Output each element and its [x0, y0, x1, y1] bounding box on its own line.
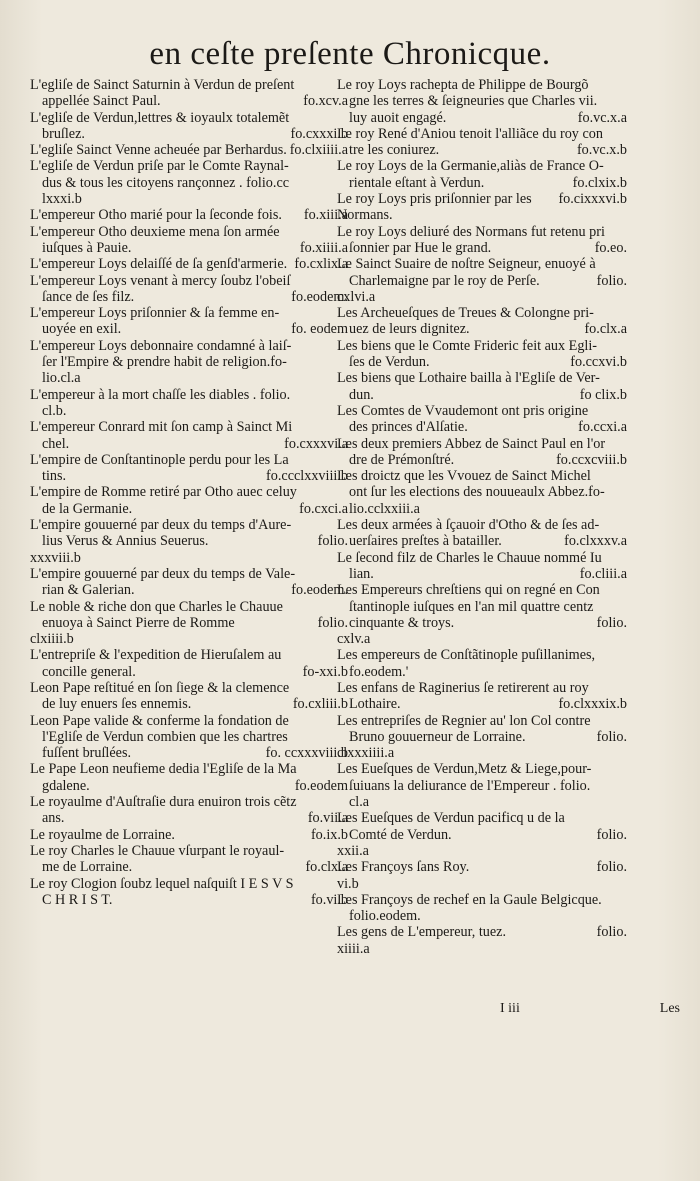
- entry-text: bruſlez.: [42, 125, 85, 142]
- entry-text: cxlv.a: [337, 631, 371, 648]
- entry-text: appellée Sainct Paul.: [42, 93, 161, 110]
- entry-text: ſance de ſes filz.: [42, 288, 135, 305]
- folio-reference: fo.clxxxv.a: [564, 533, 627, 550]
- entry-text: dre de Prémonſtré.: [349, 451, 455, 468]
- entry-text: Les Empereurs chreſtiens qui on regné en Con: [337, 582, 600, 599]
- entry-text: L'entrepriſe & l'expedition de Hieruſalem au: [30, 647, 282, 664]
- entry-text: me de Lorraine.: [42, 859, 133, 876]
- folio-reference: folio.: [596, 924, 627, 941]
- folio-reference: fo.ccclxxviii.b: [266, 468, 348, 485]
- entry-text: cl.a: [349, 794, 370, 811]
- entry-text: lian.: [349, 565, 374, 582]
- entry-text: Le Sainct Suaire de noſtre Seigneur, enuoyé à: [337, 256, 596, 273]
- entry-text: uoyée en exil.: [42, 321, 122, 338]
- index-entry: [30, 452, 348, 485]
- entry-text: Les Eueſques de Verdun,Metz & Liege,pour-: [337, 761, 592, 778]
- entry-text: Le royaulme de Lorraine.: [30, 826, 175, 843]
- index-entry: [30, 224, 348, 257]
- index-entry: [337, 77, 627, 126]
- folio-reference: fo.cxxxi.b: [290, 125, 348, 142]
- index-entry: [337, 924, 627, 940]
- entry-text: L'empire gouuerné par deux du temps d'Aure-: [30, 517, 292, 534]
- index-entry: [30, 256, 348, 272]
- entry-text: gdalene.: [42, 777, 90, 794]
- index-entry: [30, 517, 348, 550]
- entry-text: lxxxi.b: [42, 191, 82, 208]
- index-entry: [30, 142, 348, 158]
- folio-reference: fo.cxlix.a: [294, 256, 348, 273]
- entry-text: L'empereur Otho deuxieme mena ſon armée: [30, 223, 280, 240]
- index-entry: [337, 126, 627, 159]
- index-entry: [30, 761, 348, 794]
- signature-mark: I iii: [500, 1001, 520, 1016]
- entry-text: chel.: [42, 435, 70, 452]
- entry-text: L'empire de Romme retiré par Otho auec celuy: [30, 484, 297, 501]
- index-entry: [337, 761, 627, 810]
- index-entry: [337, 876, 627, 892]
- folio-reference: folio.: [596, 859, 627, 876]
- entry-text: xxxviii.b: [30, 549, 81, 566]
- index-entry: [30, 713, 348, 762]
- entry-text: rientale eſtant à Verdun.: [349, 174, 485, 191]
- index-entry: [30, 77, 348, 110]
- entry-text: L'empereur Loys delaiſſé de ſa genſd'armerie.: [30, 256, 288, 273]
- folio-reference: fo.xiiii.a: [299, 239, 348, 256]
- index-entry: [337, 680, 627, 713]
- folio-reference: fo.clxix.b: [572, 174, 627, 191]
- entry-text: luy auoit engagé.: [349, 109, 447, 126]
- index-entry: [337, 191, 627, 224]
- folio-reference: fo.cliii.a: [579, 565, 627, 582]
- entry-text: Le ſecond filz de Charles le Chauue nommé Iu: [337, 549, 602, 566]
- index-entry: [337, 256, 627, 289]
- index-entry: [30, 876, 348, 909]
- entry-text: Les enfans de Raginerius ſe retirerent au roy: [337, 679, 589, 696]
- index-entry: [337, 370, 627, 403]
- index-entry: [30, 843, 348, 876]
- index-entry: [30, 631, 348, 647]
- entry-text: Les gens de L'empereur, tuez.: [337, 924, 507, 941]
- index-entry: [337, 468, 627, 517]
- entry-text: Les empereurs de Conſtãtinople puſillanimes,: [337, 647, 596, 664]
- entry-text: ont ſur les elections des nouueaulx Abbez.fo-: [349, 484, 605, 501]
- entry-text: Les Archeueſques de Treues & Colongne pri-: [337, 305, 594, 322]
- entry-text: clxxxiiii.a: [337, 745, 395, 762]
- folio-reference: fo.vii.a: [307, 810, 348, 827]
- entry-text: Leon Pape reſtitué en ſon ſiege & la clemence: [30, 679, 290, 696]
- index-entry: [30, 647, 348, 680]
- folio-reference: fo.vc.x.a: [577, 109, 627, 126]
- entry-text: L'egliſe Sainct Venne acheuée par Berhardus.: [30, 142, 287, 159]
- entry-text: L'egliſe de Verdun,lettres & ioyaulx totalemẽt: [30, 109, 290, 126]
- entry-text: xxii.a: [337, 842, 369, 859]
- folio-reference: fo.clxiiii.a: [289, 142, 348, 159]
- entry-text: cl.b.: [42, 402, 67, 419]
- folio-reference: fo.cxci.a: [299, 500, 348, 517]
- folio-reference: fo.clx.a: [305, 859, 348, 876]
- entry-text: cinquante & troys.: [349, 614, 455, 631]
- folio-reference: fo.cixxxvi.b: [558, 191, 627, 208]
- index-entry: [337, 713, 627, 746]
- index-entry: [337, 647, 627, 680]
- folio-reference: folio.: [596, 728, 627, 745]
- folio-reference: fo.vc.x.b: [576, 142, 627, 159]
- entry-text: ans.: [42, 810, 65, 827]
- entry-text: L'empire de Conſtantinople perdu pour les La: [30, 451, 289, 468]
- entry-text: l'Egliſe de Verdun combien que les chartres: [42, 728, 288, 745]
- entry-text: tre les coniurez.: [349, 142, 440, 159]
- folio-reference: fo.eo.: [594, 239, 627, 256]
- entry-text: uerſaires preſtes à batailler.: [349, 533, 502, 550]
- entry-text: fo.eodem.': [349, 663, 409, 680]
- folio-reference: fo.clxxxix.b: [558, 696, 627, 713]
- entry-text: L'empereur Otho marié pour la ſeconde fois.: [30, 207, 282, 224]
- entry-text: Bruno gouuerneur de Lorraine.: [349, 728, 526, 745]
- index-entry: [337, 843, 627, 859]
- entry-text: rian & Galerian.: [42, 582, 135, 599]
- left-column: [30, 77, 348, 908]
- index-entry: [30, 158, 348, 207]
- entry-text: Les deux premiers Abbez de Sainct Paul en l'or: [337, 435, 606, 452]
- entry-text: Le roy Clogion ſoubz lequel naſquiſt I E S V S: [30, 875, 294, 892]
- entry-text: L'empereur Loys debonnaire condamné à laiſ-: [30, 337, 292, 354]
- entry-text: des princes d'Alſatie.: [349, 419, 468, 436]
- index-entry: [337, 810, 627, 843]
- folio-reference: fo.ix.b: [310, 826, 348, 843]
- index-entry: [337, 403, 627, 436]
- entry-text: folio.eodem.: [349, 908, 421, 925]
- folio-reference: fo.cxliii.b: [292, 696, 348, 713]
- entry-text: Les Françoys de rechef en la Gaule Belgicque.: [337, 891, 602, 908]
- entry-text: dun.: [349, 386, 374, 403]
- index-entry: [337, 582, 627, 631]
- entry-text: iuſques à Pauie.: [42, 239, 132, 256]
- index-entry: [337, 224, 627, 257]
- entry-text: de la Germanie.: [42, 500, 133, 517]
- index-entry: [337, 338, 627, 371]
- entry-text: L'empire gouuerné par deux du temps de Vale-: [30, 565, 296, 582]
- entry-text: vi.b: [337, 875, 359, 892]
- index-entry: [30, 484, 348, 517]
- folio-reference: folio.: [596, 272, 627, 289]
- entry-text: lius Verus & Annius Seuerus.: [42, 533, 209, 550]
- entry-text: ſuiuans la deliurance de l'Empereur . folio.: [349, 777, 591, 794]
- index-entry: [30, 207, 348, 223]
- entry-text: uez de leurs dignitez.: [349, 321, 470, 338]
- index-entry: [337, 158, 627, 191]
- index-entry: [30, 305, 348, 338]
- entry-text: L'egliſe de Sainct Saturnin à Verdun de preſent: [30, 77, 295, 93]
- entry-text: fuſſent bruſlées.: [42, 745, 132, 762]
- entry-text: C H R I S T.: [42, 891, 113, 908]
- index-entry: [337, 859, 627, 875]
- entry-text: L'empereur Loys venant à mercy ſoubz l'obeiſ: [30, 272, 291, 289]
- index-entry: [30, 566, 348, 599]
- folio-reference: fo.vi.b: [310, 891, 348, 908]
- folio-reference: fo-xxi.b: [302, 663, 348, 680]
- entry-text: ſes de Verdun.: [349, 354, 430, 371]
- folio-reference: fo.clx.a: [584, 321, 627, 338]
- folio-reference: folio.: [317, 533, 348, 550]
- entry-text: L'empereur Loys priſonnier & ſa femme en-: [30, 305, 280, 322]
- folio-reference: fo.ccxcviii.b: [556, 451, 627, 468]
- index-entry: [337, 436, 627, 469]
- entry-text: gne les terres & ſeigneuries que Charles vii.: [349, 93, 598, 110]
- folio-reference: fo.xcv.a: [303, 93, 348, 110]
- entry-text: Les biens que Lothaire bailla à l'Egliſe de Ver-: [337, 370, 600, 387]
- entry-text: Les deux armées à ſçauoir d'Otho & de ſes ad-: [337, 517, 600, 534]
- folio-reference: fo.xiii.a: [303, 207, 348, 224]
- entry-text: xiiii.a: [337, 940, 370, 957]
- index-entry: [30, 273, 348, 306]
- page-title: en ceſte preſente Chronicque.: [149, 36, 551, 72]
- entry-text: Le roy Loys pris priſonnier par les Normans.: [337, 191, 532, 224]
- entry-text: Le roy Loys rachepta de Philippe de Bourgõ: [337, 77, 589, 93]
- entry-text: dus & tous les citoyens rançonnez . folio.cc: [42, 174, 290, 191]
- entry-text: Le Pape Leon neufieme dedia l'Egliſe de la Ma: [30, 761, 297, 778]
- index-entry: [30, 387, 348, 420]
- entry-text: Comté de Verdun.: [349, 826, 452, 843]
- index-entry: [337, 631, 627, 647]
- entry-text: Le roy Loys deliuré des Normans fut retenu pri: [337, 223, 605, 240]
- entry-text: tins.: [42, 468, 67, 485]
- folio-reference: fo. eodem: [291, 321, 348, 338]
- index-entry: [30, 599, 348, 632]
- right-column: [337, 77, 627, 957]
- entry-text: lio.cl.a: [42, 370, 81, 387]
- entry-text: Le roy René d'Aniou tenoit l'alliãce du roy con: [337, 125, 603, 142]
- index-entry: [30, 338, 348, 387]
- entry-text: clxiiii.b: [30, 631, 74, 648]
- folio-reference: folio.: [317, 614, 348, 631]
- index-entry: [337, 289, 627, 305]
- folio-reference: folio.: [596, 826, 627, 843]
- index-entry: [337, 517, 627, 550]
- entry-text: L'empereur Conrard mit ſon camp à Sainct Mi: [30, 419, 293, 436]
- index-entry: [30, 680, 348, 713]
- index-entry: [337, 745, 627, 761]
- entry-text: Le roy Charles le Chauue vſurpant le royaul-: [30, 842, 285, 859]
- folio-reference: folio.: [596, 614, 627, 631]
- entry-text: ſer l'Empire & prendre habit de religion.fo-: [42, 354, 287, 371]
- entry-text: Le noble & riche don que Charles le Chauue: [30, 598, 283, 615]
- entry-text: concille general.: [42, 663, 136, 680]
- index-entry: [30, 110, 348, 143]
- folio-reference: fo clix.b: [579, 386, 627, 403]
- index-entry: [337, 941, 627, 957]
- entry-text: de luy enuers ſes ennemis.: [42, 696, 192, 713]
- entry-text: Les Eueſques de Verdun pacificq u de la: [337, 810, 565, 827]
- entry-text: L'empereur à la mort chaſſe les diables . folio.: [30, 386, 291, 403]
- folio-reference: fo.cxxxvi.a: [284, 435, 348, 452]
- index-entry: [30, 550, 348, 566]
- entry-text: L'egliſe de Verdun priſe par le Comte Raynal-: [30, 158, 289, 175]
- entry-text: Les droictz que les Vvouez de Sainct Michel: [337, 468, 591, 485]
- folio-reference: fo. ccxxxviii.b: [265, 745, 348, 762]
- entry-text: enuoya à Sainct Pierre de Romme: [42, 614, 235, 631]
- folio-reference: fo.ccxi.a: [578, 419, 627, 436]
- folio-reference: fo.eodem: [294, 777, 348, 794]
- entry-text: ſtantinople iuſques en l'an mil quattre centz: [349, 598, 594, 615]
- entry-text: Les Comtes de Vvaudemont ont pris origine: [337, 402, 589, 419]
- entry-text: Leon Pape valide & conferme la fondation de: [30, 712, 289, 729]
- entry-text: cxlvi.a: [337, 288, 376, 305]
- index-entry: [30, 827, 348, 843]
- index-entry: [337, 892, 627, 925]
- entry-text: Les entrepriſes de Regnier au' lon Col contre: [337, 712, 591, 729]
- entry-text: Les Françoys ſans Roy.: [337, 859, 470, 876]
- entry-text: Le roy Loys de la Germanie,aliàs de France O-: [337, 158, 604, 175]
- folio-reference: fo.ccxvi.b: [570, 354, 627, 371]
- entry-text: ſonnier par Hue le grand.: [349, 239, 492, 256]
- catchword: Les: [659, 1001, 680, 1016]
- index-entry: [30, 419, 348, 452]
- entry-text: lio.cclxxiii.a: [349, 500, 420, 517]
- entry-text: Les biens que le Comte Frideric feit aux Egli-: [337, 337, 598, 354]
- entry-text: Charlemaigne par le roy de Perſe.: [349, 272, 540, 289]
- index-entry: [30, 794, 348, 827]
- entry-text: Le royaulme d'Auſtraſie dura enuiron trois cẽtz: [30, 794, 297, 811]
- index-entry: [337, 550, 627, 583]
- entry-text: Lothaire.: [349, 696, 401, 713]
- page-footer: [500, 1001, 680, 1017]
- index-entry: [337, 305, 627, 338]
- folio-reference: fo.eodem.: [291, 288, 348, 305]
- folio-reference: fo.eodem.: [291, 582, 348, 599]
